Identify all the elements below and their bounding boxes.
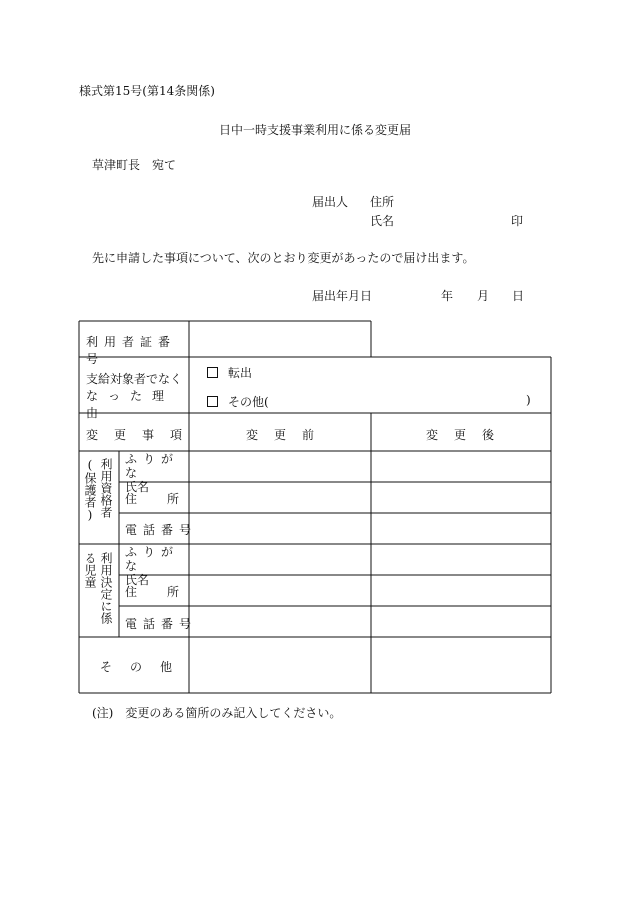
addressee: 草津町長 宛て bbox=[92, 158, 177, 172]
user-cert-number-text: 利用者証番号 bbox=[86, 335, 177, 366]
reason-option-transfer-label: 転出 bbox=[228, 366, 253, 380]
checkbox-other[interactable] bbox=[207, 396, 218, 407]
statement-text: 先に申請した事項について、次のとおり変更があったので届け出ます。 bbox=[92, 251, 475, 265]
checkbox-transfer[interactable] bbox=[207, 367, 218, 378]
reason-option-other[interactable] bbox=[207, 393, 269, 410]
name-label: 氏名 bbox=[370, 214, 395, 228]
document-title: 日中一時支援事業利用に係る変更届 bbox=[218, 123, 411, 137]
before-header: 変更前 bbox=[246, 428, 331, 442]
reason-label-line2: なった理由 bbox=[86, 389, 175, 420]
group2-phone-label: 電話番号 bbox=[125, 617, 198, 631]
reason-option-other-label: その他( bbox=[228, 395, 269, 409]
reason-option-transfer[interactable] bbox=[207, 364, 252, 381]
group2-name-label: 氏名 bbox=[125, 573, 150, 587]
g1-phone-before-field[interactable] bbox=[190, 514, 370, 543]
g2-name-before-field[interactable] bbox=[190, 545, 370, 574]
footnote: (注) 変更のある箇所のみ記入してください。 bbox=[92, 706, 342, 720]
applicant-label: 届出人 bbox=[312, 195, 349, 209]
group2-address-label: 住所 bbox=[125, 585, 210, 599]
group1-furigana-name-label bbox=[125, 452, 185, 494]
month-label: 月 bbox=[477, 289, 490, 303]
g1-name-after-field[interactable] bbox=[372, 452, 550, 481]
other-after-field[interactable] bbox=[372, 638, 550, 692]
group1-address-label: 住所 bbox=[125, 492, 210, 506]
g2-address-before-field[interactable] bbox=[190, 576, 370, 605]
day-label: 日 bbox=[512, 289, 525, 303]
after-header: 変更後 bbox=[426, 428, 511, 442]
group1-label: 利用資格者(保護者) bbox=[83, 458, 113, 522]
form-number: 様式第15号(第14条関係) bbox=[79, 84, 215, 98]
group1-furigana-label: ふりがな bbox=[125, 452, 180, 480]
group2-furigana-label: ふりがな bbox=[125, 545, 180, 573]
other-label: その他 bbox=[100, 660, 191, 674]
group1-name-label: 氏名 bbox=[125, 480, 150, 494]
g1-address-before-field[interactable] bbox=[190, 483, 370, 512]
g1-phone-after-field[interactable] bbox=[372, 514, 550, 543]
group2-furigana-name-label bbox=[125, 545, 185, 587]
g1-address-after-field[interactable] bbox=[372, 483, 550, 512]
g2-phone-before-field[interactable] bbox=[190, 607, 370, 636]
g2-name-after-field[interactable] bbox=[372, 545, 550, 574]
other-before-field[interactable] bbox=[190, 638, 370, 692]
g2-address-after-field[interactable] bbox=[372, 576, 550, 605]
reason-label-line1: 支給対象者でなく bbox=[86, 372, 183, 386]
reason-other-close: ) bbox=[526, 393, 531, 407]
year-label: 年 bbox=[441, 289, 454, 303]
user-cert-number-label bbox=[86, 333, 182, 367]
user-cert-number-field[interactable] bbox=[190, 322, 370, 356]
change-item-header: 変更事項 bbox=[86, 428, 199, 442]
date-label: 届出年月日 bbox=[312, 289, 373, 303]
address-label: 住所 bbox=[370, 195, 395, 209]
g2-phone-after-field[interactable] bbox=[372, 607, 550, 636]
group2-label: 利用決定に係る児童 bbox=[83, 552, 113, 624]
group1-phone-label: 電話番号 bbox=[125, 523, 198, 537]
seal-mark: 印 bbox=[511, 214, 524, 228]
g1-name-before-field[interactable] bbox=[190, 452, 370, 481]
